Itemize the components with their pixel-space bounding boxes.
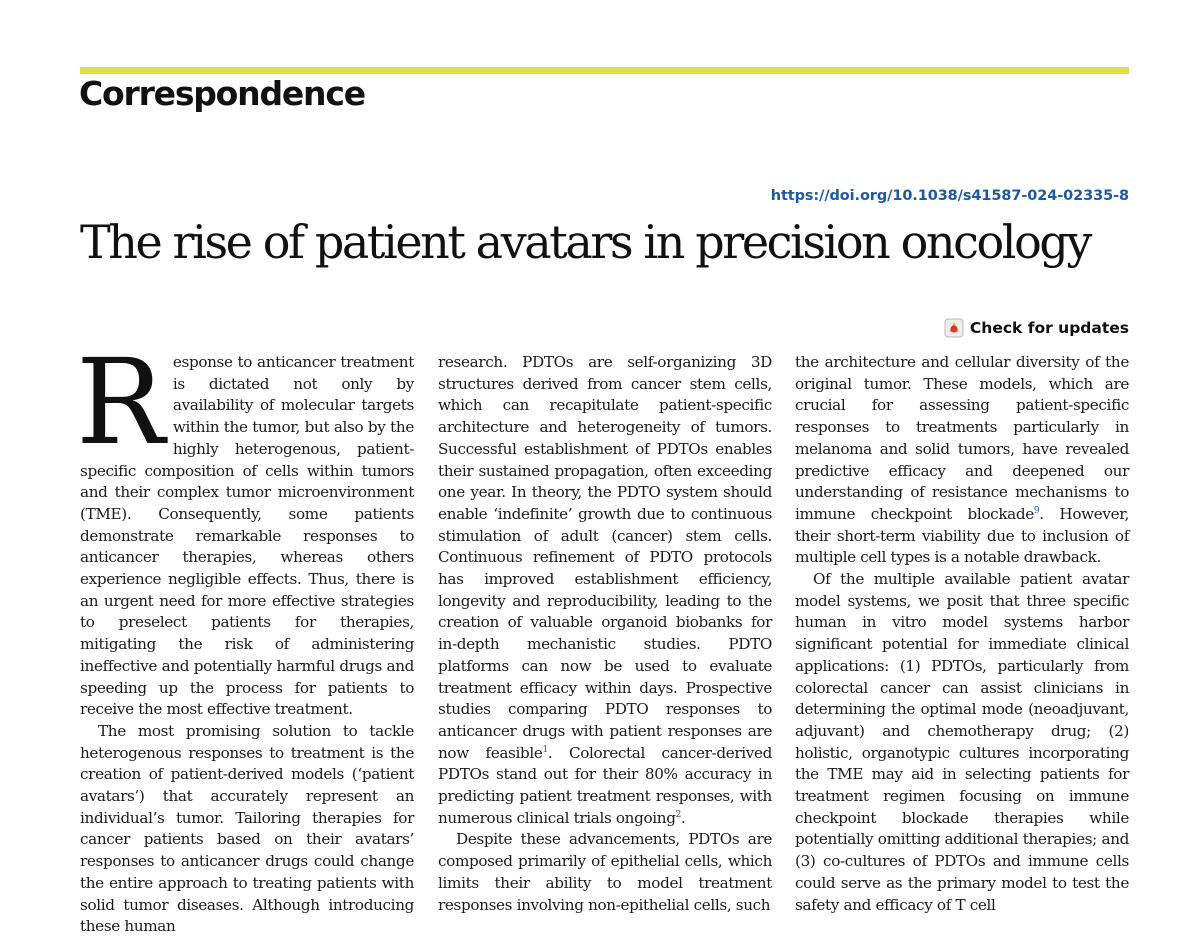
paragraph-6: Of the multiple available patient avatar model systems, we posit that three specific human in vitro model systems harbor significant potential for immediate clinical applications: (1) PDTOs, particularly from colorectal cancer can assist clinicians in determining the optimal mode (neoadjuvant, adjuvant) and chemotherapy drug; (2) holistic, organotypic cultures incorporating the TME may aid in selecting patients for treatment regimen focusing on immune checkpoint blockade therapies while potentially omitting additional therapies; and (3) co-cultures of PDTOs and immune cells could serve as the primary model to test the safety and efficacy of T cell — [795, 570, 1129, 914]
paragraph-3-text-c: . — [680, 808, 686, 827]
drop-cap: R — [76, 333, 165, 471]
check-updates-label: Check for updates — [969, 319, 1129, 337]
paragraph-1 — [76, 333, 414, 721]
column-1 — [76, 333, 414, 938]
top-rule — [80, 67, 1129, 74]
paragraph-5-text-a: the architecture and cellular diversity of the original tumor. These models, which are crucial for assessing patient-specific responses to treatments particularly in melanoma and solid tumors, have revealed predictive efficacy and deepened our understanding of resistance mechanisms to immune checkpoint blockade — [795, 353, 1129, 523]
paragraph-1-text: esponse to anticancer treatment is dictated not only by availability of molecular targets within the tumor, but also by the highly heterogenous, patient-specific composition of cells within tumors and their complex tumor microenvironment (TME). Consequently, some patients demonstrate remarkable responses to anticancer therapies, whereas others experience negligible effects. Thus, there is an urgent need for more effective strategies to preselect patients for therapies, mitigating the risk of administering ineffective and potentially harmful drugs and speeding up the process for patients to receive the most effective treatment. — [80, 353, 414, 719]
paragraph-5-text-b: . However, their short-term viability due to inclusion of multiple cell types is a notable drawback. — [795, 504, 1129, 567]
paragraph-3 — [438, 352, 772, 829]
paragraph-3-text-a: research. PDTOs are self-organizing 3D structures derived from cancer stem cells, which can recapitulate patient-specific architecture and heterogeneity of tumors. Successful establishment of PDTOs enables their sustained propagation, often exceeding one year. In theory, the PDTO system should enable ‘indefinite’ growth due to continuous stimulation of adult (cancer) stem cells. Continuous refinement of PDTO protocols has improved establishment efficiency, longevity and reproducibility, leading to the creation of valuable organoid biobanks for in-depth mechanistic studies. PDTO platforms can now be used to evaluate treatment efficacy within days. Prospective studies comparing PDTO responses to anticancer drugs with patient responses are now feasible — [438, 353, 772, 762]
reference-1-link[interactable]: 1 — [542, 744, 548, 755]
section-heading: Correspondence — [79, 74, 365, 113]
column-3 — [795, 352, 1129, 916]
article-title: The rise of patient avatars in precision oncology — [80, 215, 1091, 269]
paragraph-4: Despite these advancements, PDTOs are composed primarily of epithelial cells, which limits their ability to model treatment responses involving non-epithelial cells, such — [438, 830, 772, 914]
doi-link[interactable]: https://doi.org/10.1038/s41587-024-02335-8 — [770, 188, 1129, 204]
check-updates-icon — [944, 318, 964, 338]
reference-9-link[interactable]: 9 — [1033, 505, 1040, 516]
paragraph-3-text-b: . Colorectal cancer-derived PDTOs stand out for their 80% accuracy in predicting patient treatment responses, with numerous clinical trials ongoing — [438, 743, 773, 827]
paragraph-2: The most promising solution to tackle heterogenous responses to treatment is the creation of patient-derived models (‘patient avatars’) that accurately represent an individual’s tumor. Tailoring therapies for cancer patients based on their avatars’ responses to anticancer drugs could change the entire approach to treating patients with solid tumor diseases. Although introducing these human — [80, 721, 414, 936]
reference-2-link[interactable]: 2 — [675, 809, 681, 820]
column-2 — [438, 352, 772, 916]
paragraph-5 — [795, 352, 1129, 569]
check-for-updates-button[interactable] — [944, 318, 1129, 338]
